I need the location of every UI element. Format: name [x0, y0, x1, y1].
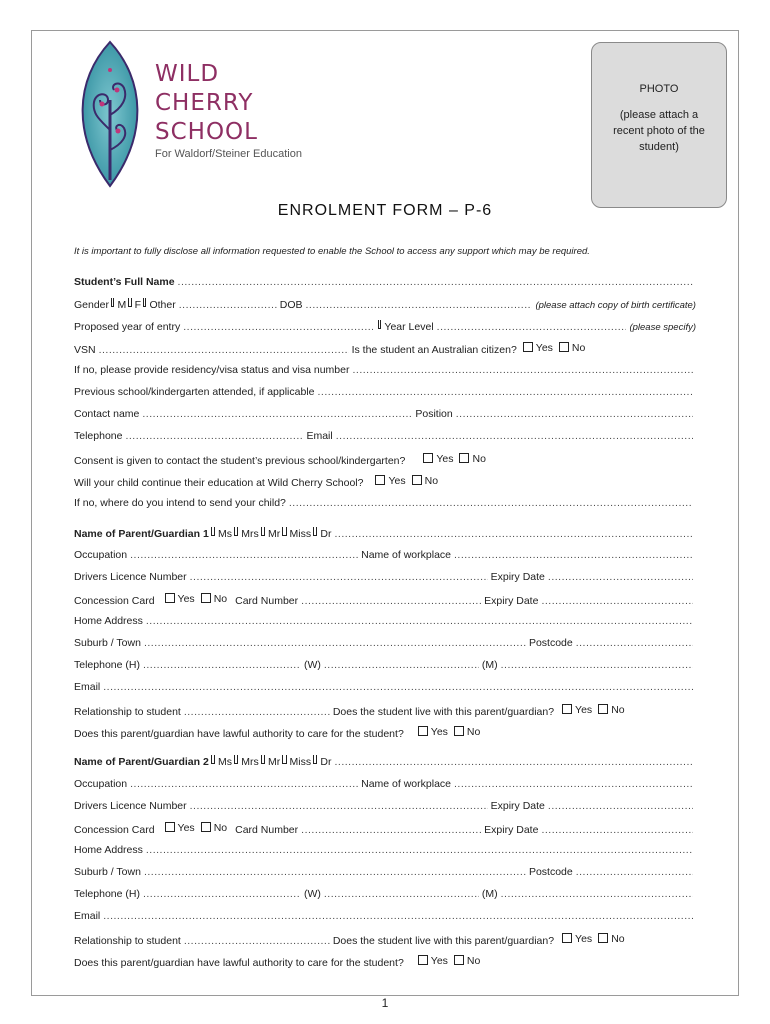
guardian1-tel-h-label: Telephone (H) — [74, 659, 140, 671]
guardian2-licence-field[interactable] — [190, 800, 488, 812]
email-field[interactable] — [336, 430, 693, 442]
guardian2-tel-h-field[interactable] — [143, 888, 301, 900]
telephone-field[interactable] — [125, 430, 303, 442]
guardian2-mr-checkbox[interactable] — [261, 755, 265, 764]
year-level-label: Year Level — [384, 321, 434, 333]
guardian1-tel-w-label: (W) — [303, 659, 321, 671]
guardian2-suburb-row — [74, 866, 696, 882]
student-name-label: Student’s Full Name — [74, 276, 175, 288]
position-label: Position — [415, 408, 453, 420]
guardian1-lawful-yes-label: Yes — [430, 726, 448, 738]
year-row — [74, 320, 696, 336]
guardian2-relationship-field[interactable] — [184, 935, 330, 947]
vsn-row — [74, 342, 696, 358]
guardian2-tel-h-label: Telephone (H) — [74, 888, 140, 900]
guardian1-name-field[interactable] — [334, 528, 693, 540]
guardian1-ms-label: Ms — [218, 528, 233, 540]
guardian1-mr-checkbox[interactable] — [261, 527, 265, 536]
guardian1-card-number-label: Card Number — [235, 595, 299, 607]
guardian2-miss-label: Miss — [289, 756, 312, 768]
guardian1-email-label: Email — [74, 681, 101, 693]
gender-other-label: Other — [149, 299, 176, 311]
guardian1-tel-w-field[interactable] — [324, 659, 479, 671]
guardian2-name-field[interactable] — [334, 756, 693, 768]
guardian1-lawful-no-label: No — [466, 726, 481, 738]
guardian2-workplace-label: Name of workplace — [361, 778, 451, 790]
guardian2-heading: Name of Parent/Guardian 2 — [74, 756, 209, 768]
guardian2-live-no-checkbox[interactable] — [598, 933, 608, 943]
guardian2-heading-row — [74, 755, 696, 771]
guardian2-mr-label: Mr — [268, 756, 281, 768]
photo-box[interactable] — [591, 42, 727, 208]
guardian2-licence-expiry-label: Expiry Date — [490, 800, 545, 812]
year-level-field[interactable] — [437, 321, 627, 333]
guardian1-heading-row — [74, 527, 696, 543]
guardian2-ms-label: Ms — [218, 756, 233, 768]
residency-label: If no, please provide residency/visa status and visa number — [74, 364, 350, 376]
school-name-line2: CHERRY — [155, 90, 254, 116]
consent-yes-checkbox[interactable] — [423, 453, 433, 463]
consent-no-checkbox[interactable] — [459, 453, 469, 463]
guardian1-workplace-field[interactable] — [454, 549, 693, 561]
year-level-checkbox[interactable] — [378, 320, 381, 329]
please-specify-note: (please specify) — [629, 322, 696, 333]
citizen-no-checkbox[interactable] — [559, 342, 569, 352]
guardian1-lawful-yes-checkbox[interactable] — [418, 726, 428, 736]
guardian1-relationship-field[interactable] — [184, 706, 330, 718]
page-number: 1 — [381, 996, 389, 1010]
guardian1-live-with-question: Does the student live with this parent/guardian? — [332, 706, 555, 718]
guardian1-live-no-checkbox[interactable] — [598, 704, 608, 714]
consent-no-label: No — [472, 453, 486, 465]
guardian2-lawful-row — [74, 955, 696, 971]
continue-no-label: No — [424, 475, 439, 487]
guardian2-concession-no-checkbox[interactable] — [201, 822, 211, 832]
residency-row[interactable] — [74, 364, 696, 380]
prev-school-label: Previous school/kindergarten attended, if applicable — [74, 386, 315, 398]
guardian1-tel-h-field[interactable] — [143, 659, 301, 671]
gender-label: Gender — [74, 299, 110, 311]
guardian2-miss-checkbox[interactable] — [282, 755, 286, 764]
consent-question: Consent is given to contact the student’s previous school/kindergarten? — [74, 455, 406, 467]
guardian2-relationship-row — [74, 933, 696, 949]
gender-f-checkbox[interactable] — [128, 298, 131, 307]
guardian1-licence-row — [74, 571, 696, 587]
school-tagline: For Waldorf/Steiner Education — [155, 148, 302, 160]
guardian1-heading: Name of Parent/Guardian 1 — [74, 528, 209, 540]
dob-label: DOB — [279, 299, 303, 311]
guardian1-mr-label: Mr — [268, 528, 281, 540]
guardian2-mrs-label: Mrs — [241, 756, 259, 768]
student-name-row[interactable] — [74, 276, 696, 292]
guardian2-concession-label: Concession Card — [74, 824, 155, 836]
leaf-tree-logo-icon — [70, 40, 150, 190]
guardian2-lawful-no-checkbox[interactable] — [454, 955, 464, 965]
guardian2-live-yes-checkbox[interactable] — [562, 933, 572, 943]
prev-school-row[interactable] — [74, 386, 696, 402]
guardian2-mrs-checkbox[interactable] — [234, 755, 238, 764]
guardian2-postcode-label: Postcode — [528, 866, 573, 878]
guardian1-suburb-field[interactable] — [144, 637, 526, 649]
guardian2-licence-row — [74, 800, 696, 816]
guardian2-concession-row — [74, 822, 696, 838]
guardian1-occupation-field[interactable] — [130, 549, 358, 561]
proposed-year-label: Proposed year of entry — [74, 321, 181, 333]
guardian1-suburb-row — [74, 637, 696, 653]
guardian1-occupation-label: Occupation — [74, 549, 128, 561]
guardian2-lawful-yes-label: Yes — [430, 955, 448, 967]
guardian2-tel-w-field[interactable] — [324, 888, 479, 900]
guardian2-live-yes-label: Yes — [575, 933, 593, 945]
guardian1-email-field[interactable] — [103, 681, 693, 693]
guardian1-live-yes-label: Yes — [575, 704, 593, 716]
guardian1-phone-row — [74, 659, 696, 675]
guardian2-tel-m-label: (M) — [481, 888, 498, 900]
gender-dob-row — [74, 298, 696, 314]
guardian1-card-number-field[interactable] — [301, 595, 481, 607]
guardian2-card-expiry-field[interactable] — [541, 824, 693, 836]
guardian1-occupation-row — [74, 549, 696, 565]
guardian2-email-label: Email — [74, 910, 101, 922]
guardian2-tel-m-field[interactable] — [501, 888, 693, 900]
guardian2-address-label: Home Address — [74, 844, 143, 856]
guardian2-occupation-label: Occupation — [74, 778, 128, 790]
citizen-no-label: No — [571, 342, 586, 354]
guardian2-concession-yes-checkbox[interactable] — [165, 822, 175, 832]
position-field[interactable] — [456, 408, 693, 420]
guardian1-address-row[interactable] — [74, 615, 696, 631]
guardian2-suburb-field[interactable] — [144, 866, 526, 878]
guardian2-card-number-label: Card Number — [235, 824, 299, 836]
contact-name-label: Contact name — [74, 408, 140, 420]
guardian2-tel-w-label: (W) — [303, 888, 321, 900]
where-send-label: If no, where do you intend to send your child? — [74, 497, 286, 509]
guardian1-tel-m-label: (M) — [481, 659, 498, 671]
continue-yes-label: Yes — [388, 475, 406, 487]
citizen-yes-label: Yes — [535, 342, 553, 354]
guardian1-concession-no-checkbox[interactable] — [201, 593, 211, 603]
continue-no-checkbox[interactable] — [412, 475, 422, 485]
guardian1-miss-checkbox[interactable] — [282, 527, 286, 536]
guardian2-email-field[interactable] — [103, 910, 693, 922]
guardian2-live-no-label: No — [611, 933, 625, 945]
citizen-question: Is the student an Australian citizen? — [351, 344, 517, 356]
guardian1-card-expiry-field[interactable] — [541, 595, 693, 607]
guardian1-mrs-label: Mrs — [241, 528, 259, 540]
school-name — [155, 60, 258, 147]
email-label: Email — [306, 430, 333, 442]
guardian1-concession-yes-label: Yes — [177, 593, 195, 605]
photo-title: PHOTO — [639, 83, 679, 95]
guardian2-concession-yes-label: Yes — [177, 822, 195, 834]
guardian1-card-expiry-label: Expiry Date — [484, 595, 539, 607]
guardian2-card-expiry-label: Expiry Date — [484, 824, 539, 836]
guardian2-suburb-label: Suburb / Town — [74, 866, 141, 878]
guardian1-licence-expiry-field[interactable] — [548, 571, 693, 583]
contact-name-field[interactable] — [142, 408, 412, 420]
guardian2-phone-row — [74, 888, 696, 904]
guardian2-lawful-no-label: No — [466, 955, 481, 967]
guardian1-email-row[interactable] — [74, 681, 696, 697]
school-name-line3: SCHOOL — [155, 119, 258, 145]
guardian1-concession-no-label: No — [213, 593, 228, 605]
guardian1-licence-expiry-label: Expiry Date — [490, 571, 545, 583]
continue-question: Will your child continue their education at Wild Cherry School? — [74, 477, 364, 489]
form-title: ENROLMENT FORM – P-6 — [277, 202, 493, 219]
citizen-yes-checkbox[interactable] — [523, 342, 533, 352]
guardian1-concession-yes-checkbox[interactable] — [165, 593, 175, 603]
guardian2-postcode-field[interactable] — [576, 866, 693, 878]
gender-other-field[interactable] — [179, 299, 277, 311]
guardian1-relationship-row — [74, 704, 696, 720]
guardian2-ms-checkbox[interactable] — [211, 755, 215, 764]
guardian2-concession-no-label: No — [213, 822, 228, 834]
guardian1-lawful-no-checkbox[interactable] — [454, 726, 464, 736]
guardian2-workplace-field[interactable] — [454, 778, 693, 790]
guardian1-tel-m-field[interactable] — [501, 659, 693, 671]
prev-school-field[interactable] — [318, 386, 694, 398]
telephone-label: Telephone — [74, 430, 123, 442]
guardian2-licence-expiry-field[interactable] — [548, 800, 693, 812]
school-name-line1: WILD — [155, 61, 220, 87]
contact-row — [74, 408, 696, 424]
guardian2-lawful-question: Does this parent/guardian have lawful authority to care for the student? — [74, 957, 404, 969]
guardian1-lawful-question: Does this parent/guardian have lawful authority to care for the student? — [74, 728, 404, 740]
residency-field[interactable] — [352, 364, 693, 376]
gender-other-checkbox[interactable] — [143, 298, 146, 307]
gender-f-label: F — [134, 299, 142, 311]
dob-field[interactable] — [306, 299, 533, 311]
guardian2-dr-label: Dr — [320, 756, 332, 768]
guardian2-email-row[interactable] — [74, 910, 696, 926]
photo-note: (please attach a recent photo of the student) — [613, 109, 705, 153]
guardian2-address-field[interactable] — [146, 844, 693, 856]
guardian1-live-no-label: No — [611, 704, 625, 716]
where-send-field[interactable] — [289, 497, 693, 509]
consent-row — [74, 453, 696, 469]
consent-yes-label: Yes — [436, 453, 454, 465]
birth-cert-note: (please attach copy of birth certificate) — [535, 300, 696, 311]
vsn-label: VSN — [74, 344, 96, 356]
student-name-field[interactable] — [178, 276, 693, 288]
guardian1-ms-checkbox[interactable] — [211, 527, 215, 536]
intro-text: It is important to fully disclose all information requested to enable the School to access any support which may be required. — [74, 246, 590, 257]
gender-m-label: M — [117, 299, 127, 311]
proposed-year-field[interactable] — [183, 321, 373, 333]
guardian1-licence-label: Drivers Licence Number — [74, 571, 187, 583]
telephone-email-row — [74, 430, 696, 446]
guardian1-address-label: Home Address — [74, 615, 143, 627]
gender-m-checkbox[interactable] — [111, 298, 114, 307]
guardian1-dr-label: Dr — [320, 528, 332, 540]
guardian2-live-with-question: Does the student live with this parent/guardian? — [332, 935, 555, 947]
guardian1-mrs-checkbox[interactable] — [234, 527, 238, 536]
where-send-row[interactable] — [74, 497, 696, 513]
continue-yes-checkbox[interactable] — [375, 475, 385, 485]
guardian1-relationship-label: Relationship to student — [74, 706, 181, 718]
guardian2-relationship-label: Relationship to student — [74, 935, 181, 947]
guardian2-address-row[interactable] — [74, 844, 696, 860]
guardian2-occupation-row — [74, 778, 696, 794]
guardian1-live-yes-checkbox[interactable] — [562, 704, 572, 714]
guardian1-address-field[interactable] — [146, 615, 693, 627]
guardian1-postcode-label: Postcode — [528, 637, 573, 649]
guardian1-miss-label: Miss — [289, 528, 312, 540]
guardian1-licence-field[interactable] — [190, 571, 488, 583]
guardian1-lawful-row — [74, 726, 696, 742]
guardian1-concession-row — [74, 593, 696, 609]
continue-row — [74, 475, 696, 491]
guardian1-postcode-field[interactable] — [576, 637, 693, 649]
guardian1-workplace-label: Name of workplace — [361, 549, 451, 561]
guardian2-licence-label: Drivers Licence Number — [74, 800, 187, 812]
guardian2-occupation-field[interactable] — [130, 778, 358, 790]
guardian1-suburb-label: Suburb / Town — [74, 637, 141, 649]
guardian1-concession-label: Concession Card — [74, 595, 155, 607]
guardian2-dr-checkbox[interactable] — [313, 755, 317, 764]
vsn-field[interactable] — [99, 344, 349, 356]
guardian1-dr-checkbox[interactable] — [313, 527, 317, 536]
guardian2-lawful-yes-checkbox[interactable] — [418, 955, 428, 965]
guardian2-card-number-field[interactable] — [301, 824, 481, 836]
